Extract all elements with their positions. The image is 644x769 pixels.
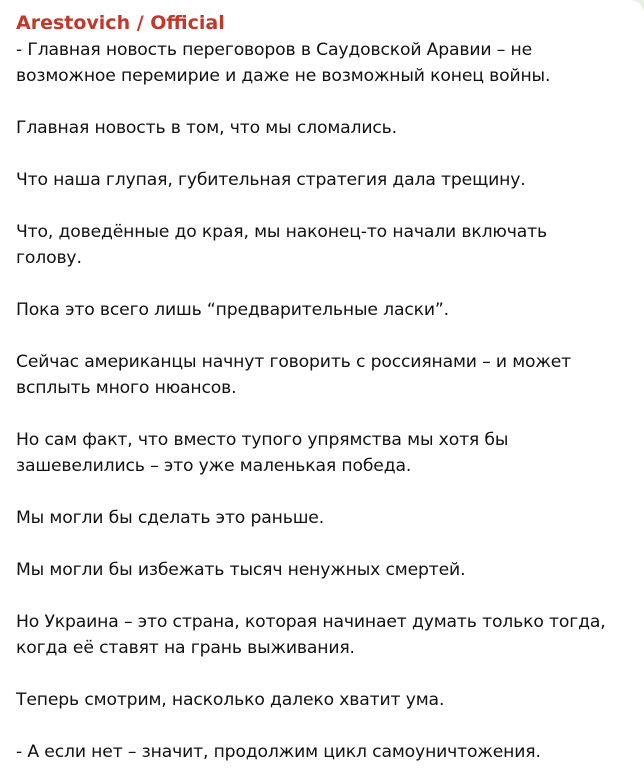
- message-line: - Главная новость переговоров в Саудовской Аравии – не: [16, 40, 533, 60]
- message-line: Мы могли бы избежать тысяч ненужных смертей.: [16, 560, 466, 580]
- message-paragraph: [16, 167, 626, 193]
- message-paragraph: [16, 557, 626, 583]
- message-paragraph: [16, 427, 626, 479]
- message-text: [16, 37, 626, 765]
- message-line: голову.: [16, 248, 82, 268]
- message-paragraph: [16, 297, 626, 323]
- message-line: Сейчас американцы начнут говорить с россиянами – и может: [16, 352, 572, 372]
- message-paragraph: [16, 505, 626, 531]
- message-paragraph: [16, 739, 626, 765]
- message-line: Но Украина – это страна, которая начинает думать только тогда,: [16, 612, 606, 632]
- message-paragraph: [16, 37, 626, 89]
- message-line: Пока это всего лишь “предварительные ласки”.: [16, 300, 449, 320]
- message-line: Но сам факт, что вместо тупого упрямства мы хотя бы: [16, 430, 509, 450]
- message-paragraph: [16, 219, 626, 271]
- message-line: Мы могли бы сделать это раньше.: [16, 508, 325, 528]
- message-paragraph: [16, 115, 626, 141]
- message-line: Что, доведённые до края, мы наконец-то начали включать: [16, 222, 547, 242]
- message-line: Что наша глупая, губительная стратегия дала трещину.: [16, 170, 526, 190]
- message-line: Теперь смотрим, насколько далеко хватит ума.: [16, 690, 445, 710]
- message-paragraph: [16, 687, 626, 713]
- message-line: Главная новость в том, что мы сломались.: [16, 118, 397, 138]
- channel-name-link[interactable]: Arestovich / Official: [16, 12, 225, 34]
- message-line: зашевелились – это уже маленькая победа.: [16, 456, 412, 476]
- message-paragraph: [16, 609, 626, 661]
- message-line: всплыть много нюансов.: [16, 378, 237, 398]
- message-line: когда её ставят на грань выживания.: [16, 638, 355, 658]
- message-paragraph: [16, 349, 626, 401]
- message-line: - А если нет – значит, продолжим цикл самоуничтожения.: [16, 742, 541, 762]
- message-line: возможное перемирие и даже не возможный конец войны.: [16, 66, 551, 86]
